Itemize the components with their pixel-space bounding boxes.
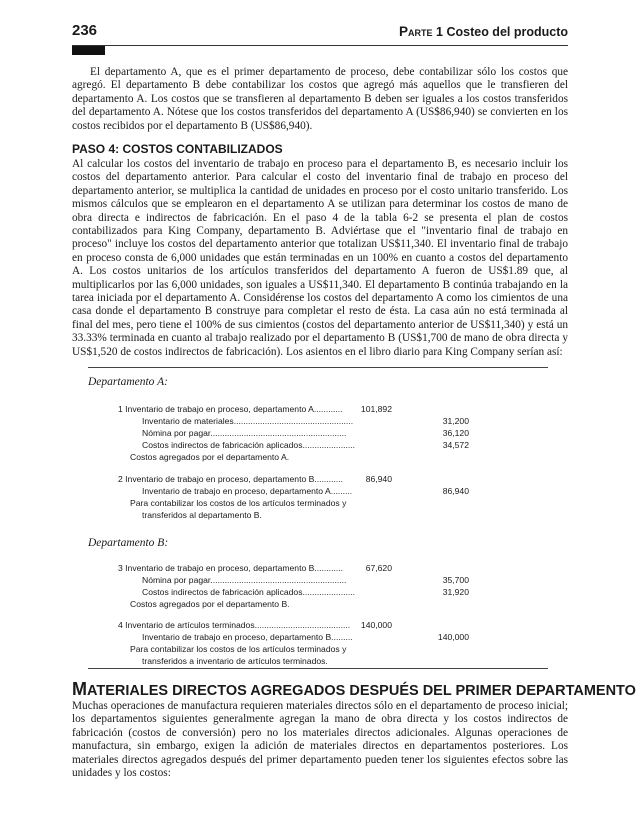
journal-description: transferidos al departamento B.: [142, 510, 262, 520]
major-heading: [72, 679, 636, 700]
part-label: Parte: [399, 24, 433, 39]
journal-credit: 31,920: [442, 587, 469, 597]
journal-top-rule: [88, 367, 548, 368]
dept-a-label: Departamento A:: [88, 376, 168, 388]
paragraph-step4: Al calcular los costos del inventario de trabajo en proceso para el departamento B, es necesario incluir los costos del departamento anterior. Para calcular el costo del inventario final de trabajo en proceso del departamento anterior, se multiplica la cantidad de unidades en proceso por el costo unitario transferido. Los mismos cálculos que se emplearon en el departamento A se utilizan para determinar los costos de mano de obra directa e indirectos de fabricación. En el paso 4 de la tabla 6-2 se presenta el plan de costos contabilizados para King Company, departamento B. Adviértase que el "inventario final de trabajo en proceso" incluye los costos del departamento anterior que totalizan US$11,340. El inventario final de trabajo en proceso consta de 6,000 unidades que están terminadas en un 100% en cuanto a costos del departamento A. Los costos unitarios de los artículos transferidos del departamento A fueron de US$1.89 que, al multiplicarlos por las 6,000 unidades, son iguales a US$11,340. El departamento B continúa trabajando en la tarea iniciada por el departamento A. Considérense los costos del departamento A como los cimientos de una casa donde el departamento B construye para completar el resto de ésta. La casa aún no está terminada al final del mes, pero tiene el 100% de sus cimientos (costos del departamento anterior de US$11,340) y está un 33.33% terminada en cuanto al trabajo realizado por el departamento B (US$1,700 de mano de obra directa y US$1,520 de costos indirectos de fabricación). Los asientos en el libro diario para King Company serían así:: [72, 158, 568, 358]
journal-credit: 140,000: [437, 632, 469, 642]
journal-debit: 67,620: [365, 563, 392, 573]
journal-line: 1 Inventario de trabajo en proceso, departamento A............: [118, 404, 343, 414]
journal-description: Costos agregados por el departamento A.: [130, 452, 290, 462]
journal-line: 2 Inventario de trabajo en proceso, departamento B............: [118, 474, 344, 484]
page-number: 236: [72, 22, 98, 39]
journal-line: Nómina por pagar.........................................................: [142, 575, 347, 585]
journal-description: transferidos a inventario de artículos terminados.: [142, 656, 328, 666]
journal-line: Costos indirectos de fabricación aplicados......................: [142, 440, 356, 450]
journal-line: Inventario de materiales..................................................: [142, 416, 354, 426]
journal-line: 4 Inventario de artículos terminados........................................: [118, 620, 351, 630]
journal-line: 3 Inventario de trabajo en proceso, departamento B............: [118, 563, 344, 573]
page-header: [72, 22, 568, 42]
journal-credit: 34,572: [442, 440, 469, 450]
header-rule: [72, 45, 568, 46]
journal-credit: 86,940: [442, 486, 469, 496]
journal-bottom-rule: [88, 668, 548, 669]
major-heading-text: ATERIALES DIRECTOS AGREGADOS DESPUÉS DEL PRIMER DEPARTAMENTO: [87, 683, 636, 699]
journal-line: Inventario de trabajo en proceso, departamento A.........: [142, 486, 353, 496]
journal-description: Para contabilizar los costos de los artículos terminados y: [130, 498, 347, 508]
journal-credit: 35,700: [442, 575, 469, 585]
journal-credit: 31,200: [442, 416, 469, 426]
journal-credit: 36,120: [442, 428, 469, 438]
journal-line: Costos indirectos de fabricación aplicados......................: [142, 587, 356, 597]
running-head: [399, 24, 568, 39]
dept-b-label: Departamento B:: [88, 537, 169, 549]
paragraph-intro: El departamento A, que es el primer departamento de proceso, debe contabilizar sólo los costos que agregó. El departamento B debe contabilizar los costos que agregó más aquellos que le transfieren del departamento A. Los costos que se transfieren al departamento B deben ser iguales a los costos transferidos del departamento A. Nótese que los costos transferidos del departamento A (US$86,940) se convierten en los costos recibidos por el departamento B (US$86,940).: [72, 66, 568, 132]
journal-description: Para contabilizar los costos de los artículos terminados y: [130, 644, 347, 654]
section-heading: PASO 4: COSTOS CONTABILIZADOS: [72, 142, 283, 156]
part-title: 1 Costeo del producto: [436, 25, 568, 39]
journal-debit: 101,892: [360, 404, 392, 414]
major-heading-initial: M: [72, 679, 87, 699]
journal-debit: 140,000: [360, 620, 392, 630]
journal-line: Inventario de trabajo en proceso, departamento B.........: [142, 632, 353, 642]
journal-debit: 86,940: [365, 474, 392, 484]
journal-line: Nómina por pagar.........................................................: [142, 428, 347, 438]
header-accent-block: [72, 46, 105, 55]
paragraph-materials: Muchas operaciones de manufactura requieren materiales directos sólo en el departamento de proceso inicial; los departamentos siguientes generalmente agregan la mano de obra directa y los costos indirectos de fabricación (costos de conversión) pero no los materiales directos adicionales. Algunas operaciones de manufactura, sin embargo, exigen la adición de materiales directos en departamentos posteriores. Los materiales directos agregados después del primer departamento pueden tener los siguientes efectos sobre las unidades y los costos:: [72, 700, 568, 780]
journal-description: Costos agregados por el departamento B.: [130, 599, 290, 609]
